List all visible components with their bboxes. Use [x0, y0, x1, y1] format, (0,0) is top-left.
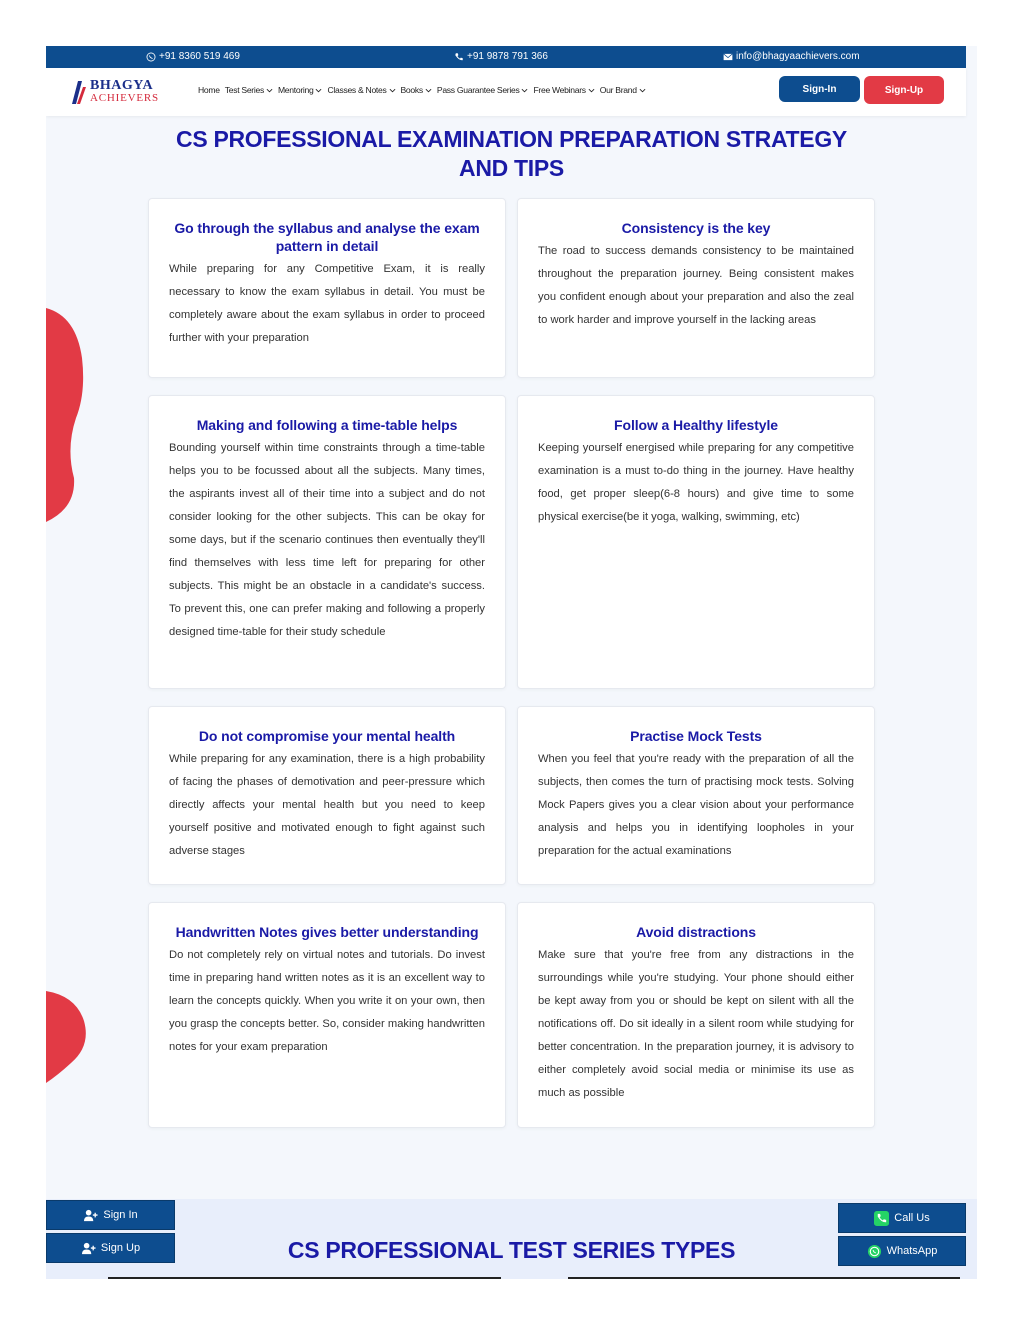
tip-card-body: While preparing for any Competitive Exam, it is really necessary to know the exam syllabus in detail. You must be completely aware about the exam syllabus in order to proceed further with your preparation [169, 263, 485, 344]
logo-mark-icon [71, 79, 87, 105]
signin-button[interactable]: Sign-In [779, 76, 860, 102]
brand-logo[interactable] [71, 78, 166, 106]
call-us-button[interactable] [838, 1203, 966, 1233]
nav-item-pass-guarantee[interactable] [437, 85, 529, 95]
nav-label: Our Brand [599, 85, 637, 95]
divider-line [108, 1277, 501, 1279]
user-plus-icon [81, 1241, 96, 1256]
tip-card-title: Avoid distractions [636, 924, 756, 940]
tip-card [517, 902, 875, 1128]
floating-signup-button[interactable] [46, 1233, 175, 1263]
divider-line [568, 1277, 960, 1279]
section-title: CS PROFESSIONAL TEST SERIES TYPES [287, 1237, 736, 1263]
nav-label: Home [198, 85, 220, 95]
floating-signup-label: Sign Up [100, 1242, 141, 1254]
chevron-down-icon [588, 88, 595, 93]
nav-label: Test Series [224, 85, 264, 95]
chevron-down-icon [521, 88, 528, 93]
nav-label: Free Webinars [533, 85, 586, 95]
phone-icon [454, 52, 464, 62]
page-title-line-1: CS PROFESSIONAL EXAMINATION PREPARATION STRATEGY [176, 126, 847, 152]
phone-link-1[interactable] [146, 51, 240, 62]
tip-card [517, 198, 875, 378]
chevron-down-icon [425, 88, 432, 93]
logo-text-bhagya: BHAGYA [90, 78, 154, 93]
whatsapp-label: WhatsApp [886, 1245, 938, 1257]
tip-card [148, 902, 506, 1128]
nav-label: Mentoring [277, 85, 314, 95]
chevron-down-icon [266, 88, 273, 93]
tip-card-body: Keeping yourself energised while preparing for any competitive examination is a must to-do thing in the journey. Have healthy food, get proper sleep(6-8 hours) and give time to some physical exercise(be it yoga, walking, swimming, etc) [538, 442, 854, 523]
nav-label: Books [400, 85, 423, 95]
nav-item-free-webinars[interactable] [533, 85, 594, 95]
whatsapp-icon [146, 52, 156, 62]
signup-button[interactable]: Sign-Up [864, 76, 944, 104]
tip-card-body: Bounding yourself within time constraints through a time-table helps you to be focussed about all the subjects. Many times, the aspirants invest all of their time into a subject and do not consider looking for the other subjects. This can be okay for some days, but if the scenario continues then eventually they'll find themselves with less time left for preparing for other subjects. This might be an obstacle in a candidate's success. To prevent this, one can prefer making and following a properly designed time-table for their study schedule [169, 442, 485, 638]
tip-card-title: Go through the syllabus and analyse the exam pattern in detail [174, 220, 480, 254]
page-frame [46, 46, 977, 1279]
envelope-icon [723, 52, 733, 62]
tip-card-title: Practise Mock Tests [630, 728, 762, 744]
tip-card-title: Handwritten Notes gives better understanding [175, 924, 479, 940]
tip-card-body: Make sure that you're free from any distractions in the surroundings while you're studying. Your phone should either be kept away from you or should be kept on silent with all the notifications off. Do sit ideally in a silent room while studying for better concentration. In the preparation journey, it is advisory to either completely avoid social media or minimise its use as much as possible [538, 949, 854, 1099]
whatsapp-button[interactable] [838, 1236, 966, 1266]
email-link[interactable] [723, 51, 860, 62]
chevron-down-icon [389, 88, 396, 93]
tip-card [148, 395, 506, 689]
chevron-down-icon [315, 88, 322, 93]
whatsapp-icon [867, 1244, 882, 1259]
chevron-down-icon [639, 88, 646, 93]
logo-text-achievers: ACHIEVERS [90, 92, 159, 104]
tip-card-body: While preparing for any examination, there is a high probability of facing the phases of demotivation and peer-pressure which directly affects your mental health but you need to keep yourself positive and motivated enough to fight against such adverse stages [169, 753, 485, 857]
tip-card-title: Do not compromise your mental health [198, 728, 456, 744]
page-title-line-2: AND TIPS [459, 155, 564, 181]
page-title [46, 125, 977, 183]
user-plus-icon [83, 1208, 98, 1223]
floating-signin-label: Sign In [103, 1209, 138, 1221]
nav-item-test-series[interactable] [225, 85, 273, 95]
decorative-red-blob [46, 991, 88, 1083]
tip-card-body: When you feel that you're ready with the preparation of all the subjects, then comes the turn of practising mock tests. Solving Mock Papers gives you a clear vision about your performance analysis and helps you in identifying loopholes in your preparation for the actual examinations [538, 753, 854, 857]
tip-card-title: Making and following a time-table helps [196, 417, 458, 433]
phone-icon [874, 1211, 889, 1226]
tip-card-title: Follow a Healthy lifestyle [614, 417, 778, 433]
decorative-red-blob [46, 308, 86, 522]
email-address: info@bhagyaachievers.com [736, 51, 860, 62]
phone-number-2: +91 9878 791 366 [467, 51, 548, 62]
call-us-label: Call Us [894, 1212, 930, 1224]
tip-card-body: The road to success demands consistency to be maintained throughout the preparation journey. Being consistent makes you confident enough about your preparation and also the zeal to work harder and improve yourself in the lacking areas [538, 245, 854, 326]
nav-item-our-brand[interactable] [600, 85, 646, 95]
nav-menu [198, 85, 646, 95]
tip-card [517, 395, 875, 689]
tip-card-title: Consistency is the key [621, 220, 771, 236]
floating-signin-button[interactable] [46, 1200, 175, 1230]
phone-link-2[interactable] [454, 51, 548, 62]
nav-item-classes-notes[interactable] [327, 85, 395, 95]
nav-item-home[interactable] [198, 85, 220, 95]
nav-item-mentoring[interactable] [278, 85, 323, 95]
phone-number-1: +91 8360 519 469 [159, 51, 240, 62]
main-navbar [46, 68, 966, 116]
nav-label: Pass Guarantee Series [436, 85, 520, 95]
tip-card-body: Do not completely rely on virtual notes and tutorials. Do invest time in preparing hand written notes as it is an excellent way to learn the concepts quickly. When you write it on your own, then you grasp the concepts better. So, consider making handwritten notes for your exam preparation [169, 949, 485, 1053]
nav-label: Classes & Notes [327, 85, 387, 95]
tip-card [148, 706, 506, 885]
tip-card [148, 198, 506, 378]
nav-item-books[interactable] [401, 85, 432, 95]
tip-card [517, 706, 875, 885]
contact-bar [46, 46, 966, 68]
